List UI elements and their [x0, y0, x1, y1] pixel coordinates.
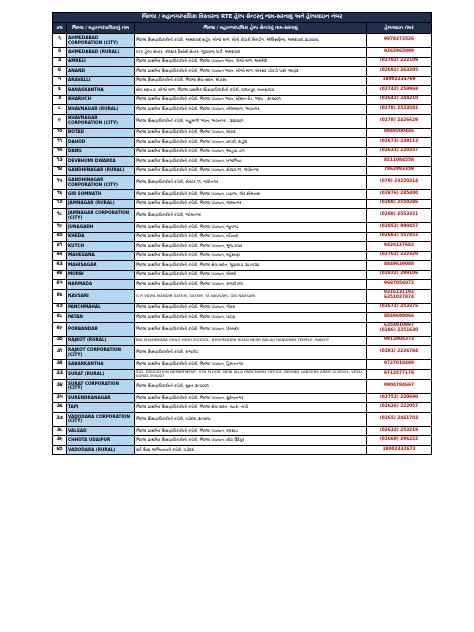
helpline-number-line: 9265965099: [384, 48, 414, 54]
district-name: VALSAD: [67, 426, 135, 436]
help-center-address: જિલ્લા પ્રાથમિક શિક્ષણાધિકારીની કચેરી, જિલ્લા પંચાયત, જામનગર: [135, 199, 367, 209]
row-number: ૩૯: [53, 436, 67, 446]
district-name: SURENDRANAGAR: [67, 393, 135, 403]
helpline-number: [367, 223, 432, 233]
table-row: [53, 322, 432, 336]
table-row: [53, 369, 432, 379]
district-name: BOTAD: [67, 128, 135, 138]
helpline-number: [367, 138, 432, 148]
helpline-number-line: (02626) 222057: [379, 404, 419, 410]
helpline-number-line: 9687056072: [384, 280, 414, 286]
district-name: GANDHINAGAR CORPORATION (CITY): [67, 176, 135, 190]
district-name: AMRELI: [67, 57, 135, 67]
helpline-number-line: (02642) 244210: [379, 96, 419, 102]
help-center-address: જિલ્લા પ્રાથમિક શિક્ષણાધિકારીની કચેરી, જિલ્લા પંચાયત, ઇણાજ, ગીર સોમનાથ: [135, 190, 367, 200]
help-center-address: જિલ્લા પ્રાથમિક શિક્ષણાધિકારીની કચેરી, જિલ્લા પંચાયત, છોટા ઉદેપુર: [135, 436, 367, 446]
help-center-address: જિલ્લા પ્રાથમિક શિક્ષણાધિકારીની કચેરી, જિલ્લા પંચાયત, છાપરી, દાહોદ: [135, 138, 367, 148]
district-name: NAVSARI: [67, 289, 135, 303]
help-center-address: જિલ્લા પ્રાથમિક શિક્ષણાધિકારીની કચેરી, જિલ્લા પંચાયત, મોરબી: [135, 270, 367, 280]
district-name: ARAVALLI: [67, 76, 135, 86]
helpline-number: [367, 261, 432, 271]
help-center-address: જિલ્લા પ્રાથમિક શિક્ષણાધિકારીની કચેરી, જિલ્લા પંચાયત ભવન, સ્ટેશન રોડ, ભરૂચ - ૩૯૨૦૦૧: [135, 95, 367, 105]
helpline-number: [367, 280, 432, 290]
help-center-address: જિલ્લા પ્રાથમિક શિક્ષણાધિકારીની કચેરી, જિલ્લા સેવા સદન, લુણાવાડા-૩૮૯૨૩૦: [135, 261, 367, 271]
helpline-number: [367, 147, 432, 157]
table-row: [53, 190, 432, 200]
row-number: ૧૯: [53, 223, 67, 233]
row-number: ૩૦: [53, 336, 67, 346]
help-center-address: જિલ્લા પ્રાથમિક શિક્ષણાધિકારીની કચેરી, જિલ્લા પંચાયત, જૂનાગઢ: [135, 223, 367, 233]
district-name: JAMNAGAR (RURAL): [67, 199, 135, 209]
helpline-number-line: 18002332673: [382, 446, 416, 452]
helpline-number-line: (02752) 220690: [379, 394, 419, 400]
helpline-number-line: (0278) 2523582: [379, 105, 419, 111]
helpline-number-line: (02876) 285400: [379, 190, 419, 196]
helpline-number-line: 7862993359: [384, 167, 414, 173]
table-row: [53, 232, 432, 242]
helpline-number-line: 8511084558: [384, 157, 414, 163]
table-row: [53, 138, 432, 148]
table-row: [53, 76, 432, 86]
helpline-number: [367, 199, 432, 209]
helpline-number-line: (02682) 557452: [379, 233, 419, 239]
district-name: VADODARA (RURAL): [67, 445, 135, 455]
helpline-number-line: (0278) 2426629: [379, 117, 419, 123]
helpline-number: [367, 176, 432, 190]
helpline-number: [367, 128, 432, 138]
helpline-number: [367, 67, 432, 77]
district-name: CHHOTA UDAIPUR: [67, 436, 135, 446]
helpline-number: [367, 436, 432, 446]
table-row: [53, 48, 432, 58]
help-center-address: જિલ્લા શિક્ષણાધિકારીની કચેરી, જામનગર: [135, 209, 367, 223]
table-row: [53, 67, 432, 77]
row-number: ૨૨: [53, 251, 67, 261]
district-name: GANDHINAGAR (RURAL): [67, 166, 135, 176]
row-number: ૫: [53, 76, 67, 86]
helpline-number-line: 18002234769: [382, 77, 416, 83]
help-center-address: જિલ્લા પ્રાથમિક શિક્ષણાધિકારીની કચેરી, જિલ્લા પંચાયત ભવન, બીજો માળ, બોરસદ ચોકડી પાસે, આણંદ: [135, 67, 367, 77]
row-number: ૧૪: [53, 166, 67, 176]
help-center-address: જિલ્લા પ્રાથમિક શિક્ષણાધિકારીની કચેરી, જિલ્લા પંચાયત, સેક્ટર-૧૧, ગાંધીનગર: [135, 166, 367, 176]
helpline-number: [367, 95, 432, 105]
district-name: RAJKOT CORPORATION (CITY): [67, 346, 135, 360]
table-row: [53, 105, 432, 115]
row-number: ૩૬: [53, 403, 67, 413]
helpline-number: [367, 76, 432, 86]
helpline-number-line: (0265) 2461703: [379, 415, 419, 421]
row-number: ૧૫: [53, 176, 67, 190]
helpline-number-line: (02672) 253376: [379, 304, 419, 310]
table-row: [53, 270, 432, 280]
helpline-number-line: 9913806373: [384, 337, 414, 343]
helpline-number-line: (0286) 2251630: [379, 328, 419, 333]
district-name: SABARKANTHA: [67, 360, 135, 370]
table-row: [53, 223, 432, 233]
district-name: TAPI: [67, 403, 135, 413]
helpline-number: [367, 251, 432, 261]
help-center-address: જિલ્લા પ્રાથમિક શિક્ષણાધિકારીની કચેરી, જિલ્લા પંચાયત, પોરબંદર: [135, 322, 367, 336]
district-name: DAHOD: [67, 138, 135, 148]
district-name: GIR SOMNATH: [67, 190, 135, 200]
header-phone: હેલ્પલાઇન નંબર: [367, 23, 432, 34]
helpline-number: [367, 57, 432, 67]
header-address: જિલ્લા / મહાનગરપાલિકા હેલ્પ સેન્ટરનું નામ-સરનામું: [135, 23, 367, 34]
row-number: ૨૩: [53, 261, 67, 271]
helpline-number: [367, 289, 432, 303]
help-center-address: સેવા સદન-૨, બીજો માળ, જિલ્લા પ્રાથમિક શિક્ષણાધિકારીની કચેરી, પાલનપુર, બનાસકાંઠા: [135, 86, 367, 96]
table-row: [53, 57, 432, 67]
help-center-address: BAI SHAHEBABA GIRLS HIGH SCHOOL, BHUPENDRA ROAD NEAR BALAJI HANUMAN TEMPLE, RAJKOT: [135, 336, 367, 346]
help-center-address: જિલ્લા શિક્ષણાધિકારીની કચેરી, બહુમાળી ભવન, ભાવનગર - ૩૬૪૦૦૧: [135, 114, 367, 128]
table-row: [53, 436, 432, 446]
row-number: ૩૩: [53, 369, 67, 379]
table-row: [53, 289, 432, 303]
helpline-number-line: 9904784667: [384, 382, 414, 388]
table-row: [53, 313, 432, 323]
district-name: DANG: [67, 147, 135, 157]
helpline-number-line: 9978272526: [384, 37, 414, 43]
helpline-number: [367, 86, 432, 96]
help-center-address: જિલ્લા પ્રાથમિક શિક્ષણાધિકારીની કચેરી, જિલ્લા પંચાયત, પાટણ: [135, 313, 367, 323]
helpline-number: [367, 48, 432, 58]
rte-help-center-sheet: [52, 12, 431, 455]
district-name: SURAT CORPORATION (CITY): [67, 379, 135, 393]
row-number: ૩૨: [53, 360, 67, 370]
help-center-address: જિલ્લા પ્રાથમિક શિક્ષણાધિકારીની કચેરી, જિલ્લા પંચાયત, નીલમબાગ, ભાવનગર: [135, 105, 367, 115]
helpline-number-line: (02692) 263205: [379, 67, 419, 73]
district-name: BHAVNAGAR (RURAL): [67, 105, 135, 115]
district-name: KUTCH: [67, 242, 135, 252]
helpline-number: [367, 313, 432, 323]
help-center-table: [52, 12, 432, 455]
row-number: ૨૦: [53, 232, 67, 242]
row-number: ૨: [53, 48, 67, 58]
table-row: [53, 379, 432, 393]
table-row: [53, 303, 432, 313]
helpline-number-line: (02669) 296222: [379, 437, 419, 443]
district-name: MAHESANA: [67, 251, 135, 261]
row-number: ૨૯: [53, 322, 67, 336]
district-name: SURAT (RURAL): [67, 369, 135, 379]
table-row: [53, 128, 432, 138]
row-number: ૪: [53, 67, 67, 77]
help-center-address: જિલ્લા પ્રાથમિક શિક્ષણાધિકારીની કચેરી, જિલ્લા પંચાયત, મહેસાણા: [135, 251, 367, 261]
district-name: PATAN: [67, 313, 135, 323]
helpline-number: [367, 232, 432, 242]
row-number: ૧૦: [53, 128, 67, 138]
district-name: DEVBHUMI DWARKA: [67, 157, 135, 167]
district-name: ANAND: [67, 67, 135, 77]
helpline-number-line: 6354910997: [384, 323, 414, 329]
row-number: ૨૬: [53, 289, 67, 303]
help-center-address: જિલ્લા પ્રાથમિક શિક્ષણાધિકારીની કચેરી, જિલ્લા પંચાયત, ખંભાળિયા: [135, 157, 367, 167]
help-center-address: જિલ્લા શિક્ષણાધિકારીની કચેરી, રાજકોટ: [135, 346, 367, 360]
helpline-number: [367, 105, 432, 115]
help-center-address: જિલ્લા પ્રાથમિક શિક્ષણાધિકારીની કચેરી, જિલ્લા પંચાયત, હિંમતનગર: [135, 360, 367, 370]
help-center-address: જિલ્લા પ્રાથમિક શિક્ષણાધિકારીની કચેરી, જિલ્લા પંચાયત, નડિયાદ: [135, 232, 367, 242]
help-center-address: જિલ્લા પ્રાથમિક શિક્ષણાધિકારીની કચેરી, જિલ્લા પંચાયત, ભુજ-કચ્છ: [135, 242, 367, 252]
helpline-number: [367, 190, 432, 200]
row-number: ૧૬: [53, 190, 67, 200]
helpline-number-line: 8849500446: [384, 129, 414, 135]
table-row: [53, 147, 432, 157]
helpline-number: [367, 209, 432, 223]
helpline-number-line: (0288) 2553321: [379, 212, 419, 218]
help-center-address: જિલ્લા શિક્ષણાધિકારીની કચેરી, સેક્ટર-૧૧, ગાંધીનગર: [135, 176, 367, 190]
district-name: MORBI: [67, 270, 135, 280]
helpline-number-line: (02762) 222320: [379, 252, 419, 258]
table-row: [53, 445, 432, 455]
row-number: ૨૮: [53, 313, 67, 323]
row-number: ૩૮: [53, 426, 67, 436]
helpline-number-line: 9316131192: [384, 290, 414, 296]
helpline-number-line: (0281) 2226784: [379, 349, 419, 355]
row-number: ૩: [53, 57, 67, 67]
helpline-number: [367, 34, 432, 48]
helpline-number: [367, 346, 432, 360]
helpline-number: [367, 393, 432, 403]
table-row: [53, 157, 432, 167]
table-row: [53, 114, 432, 128]
help-center-address: જિલ્લા પ્રાથમિક શિક્ષણાધિકારીની કચેરી, જિલ્લા પંચાયત, વલસાડ: [135, 426, 367, 436]
row-number: ૧૨: [53, 147, 67, 157]
helpline-number-line: (02742) 259968: [379, 86, 419, 92]
helpline-number-line: 9712577178: [384, 370, 414, 376]
row-number: ૩૫: [53, 393, 67, 403]
helpline-number: [367, 336, 432, 346]
helpline-number: [367, 445, 432, 455]
row-number: ૮: [53, 105, 67, 115]
row-number: ૧૭: [53, 199, 67, 209]
row-number: ૩૧: [53, 346, 67, 360]
help-center-address: જિલ્લા પ્રાથમિક શિક્ષણાધિકારીની કચેરી, જિલ્લા પંચાયત, આહવા-ડાંગ: [135, 147, 367, 157]
helpline-number-line: 9727018489: [384, 360, 414, 366]
row-number: ૧૮: [53, 209, 67, 223]
helpline-number-line: (02631) 220337: [379, 148, 419, 154]
district-name: NARMADA: [67, 280, 135, 290]
help-center-address: જિલ્લા શિક્ષણાધિકારીની કચેરી, જિલ્લા સેવા સદન, મોડાસા: [135, 76, 367, 86]
district-name: BHAVNAGAR CORPORATION (CITY): [67, 114, 135, 128]
table-row: [53, 393, 432, 403]
helpline-number: [367, 403, 432, 413]
row-number: ૬: [53, 86, 67, 96]
help-center-address: જિલ્લા શિક્ષણાધિકારીની કચેરી, અમદાવાદ શહેર, બીજો માળ, મોતી કોઠારી બિલ્ડીંગ, એલિસબ્રિજ, અમદાવાદ-૩૮૦૦૦૬: [135, 34, 367, 48]
row-number: ૩૭: [53, 412, 67, 426]
helpline-number: [367, 412, 432, 426]
helpline-number: [367, 303, 432, 313]
helpline-number-line: (02792) 222109: [379, 58, 419, 64]
table-row: [53, 242, 432, 252]
helpline-number: [367, 166, 432, 176]
district-name: BHARUCH: [67, 95, 135, 105]
table-row: [53, 95, 432, 105]
district-name: JAMNAGAR CORPORATION (CITY): [67, 209, 135, 223]
helpline-number: [367, 369, 432, 379]
helpline-number-line: (02822) 299106: [379, 271, 419, 277]
helpline-number: [367, 426, 432, 436]
header-row: [53, 23, 432, 34]
district-name: PORBANDAR: [67, 322, 135, 336]
help-center-address: જિલ્લા શિક્ષણાધિકારીની કચેરી, સુરત-૩૯૫૦૦૧: [135, 379, 367, 393]
table-row: [53, 176, 432, 190]
table-row: [53, 403, 432, 413]
help-center-address: જિલ્લા પ્રાથમિક શિક્ષણાધિકારીની કચેરી, જિલ્લા પંચાયત ભવન, ત્રીજો માળ, અમરેલી: [135, 57, 367, 67]
row-number: ૧: [53, 34, 67, 48]
helpline-number: [367, 270, 432, 280]
help-center-address: જિલ્લા શિક્ષણાધિકારીની કચેરી, વડોદરા-૩૯૦૦૧૮: [135, 412, 367, 426]
help-center-address: જિલ્લા પ્રાથમિક શિક્ષણાધિકારીની કચેરી, જિલ્લા પંચાયત, રાજપીપળા: [135, 280, 367, 290]
header-no: ક્રમ: [53, 23, 67, 34]
row-number: ૩૪: [53, 379, 67, 393]
header-district: જિલ્લા / મહાનગરપાલિકાનું નામ: [67, 23, 135, 34]
table-row: [53, 412, 432, 426]
helpline-number: [367, 360, 432, 370]
district-name: MAHISAGAR: [67, 261, 135, 271]
table-row: [53, 86, 432, 96]
table-row: [53, 280, 432, 290]
helpline-number-line: 6351027874: [384, 295, 414, 300]
row-number: ૯: [53, 114, 67, 128]
district-name: KHEDA: [67, 232, 135, 242]
row-number: ૧૧: [53, 138, 67, 148]
row-number: ૨૪: [53, 270, 67, 280]
district-name: RAJKOT (RURAL): [67, 336, 135, 346]
row-number: ૨૫: [53, 280, 67, 290]
help-center-address: જિલ્લા પ્રાથમિક શિક્ષણાધિકારીની કચેરી, જિલ્લા પંચાયત, ગોધરા: [135, 303, 367, 313]
helpline-number-line: 9426127682: [384, 242, 414, 248]
table-row: [53, 360, 432, 370]
district-name: AHMEDABAD (RURAL): [67, 48, 135, 58]
row-number: ૨૭: [53, 303, 67, 313]
helpline-number-line: (02852) 990457: [379, 223, 419, 229]
table-row: [53, 261, 432, 271]
row-number: ૪૦: [53, 445, 67, 455]
help-center-address: 502, EDUCATION DEPARTMENT, 5TH FLOOR, NEW JILLA PANCHAYAT OFFICE, BEHIND LANCERS ARMY SCHOOL, VESU, SURAT-395007: [135, 369, 367, 379]
table-body: [53, 13, 432, 455]
title-row: [53, 13, 432, 23]
help-center-address: જિલ્લા પ્રાથમિક શિક્ષણાધિકારીની કચેરી, જિલ્લા સેવા સદન, વ્યારા, તાપી: [135, 403, 367, 413]
row-number: ૧૩: [53, 157, 67, 167]
table-row: [53, 166, 432, 176]
helpline-number: [367, 379, 432, 393]
table-row: [53, 209, 432, 223]
table-row: [53, 251, 432, 261]
helpline-number-line: 8849698066: [384, 313, 414, 319]
help-center-address: RTE હેલ્પ સેન્ટર, ક્લસ્ટર રિસોર્સ સેન્ટર, જીવરાજ પાર્ક, અમદાવાદ: [135, 48, 367, 58]
help-center-address: G R VIDYA MANDIR SATEM, SATEM, TA NAVSARI, DIS NAVSARI: [135, 289, 367, 303]
help-center-address: સર્વ શિક્ષા અભિયાનની કચેરી, વડોદરા: [135, 445, 367, 455]
row-number: ૨૧: [53, 242, 67, 252]
helpline-number: [367, 114, 432, 128]
table-row: [53, 34, 432, 48]
district-name: JUNAGADH: [67, 223, 135, 233]
district-name: AHMEDABAD CORPORATION (CITY): [67, 34, 135, 48]
row-number: ૭: [53, 95, 67, 105]
district-name: BANASKANTHA: [67, 86, 135, 96]
helpline-number: [367, 242, 432, 252]
helpline-number-line: (02673) 239113: [379, 138, 419, 144]
help-center-address: જિલ્લા પ્રાથમિક શિક્ષણાધિકારીની કચેરી, જિલ્લા પંચાયત, બોટાદ: [135, 128, 367, 138]
table-row: [53, 426, 432, 436]
district-name: VADODARA CORPORATION (CITY): [67, 412, 135, 426]
table-row: [53, 336, 432, 346]
table-row: [53, 346, 432, 360]
table-row: [53, 199, 432, 209]
helpline-number-line: (0288) 2550286: [379, 200, 419, 206]
district-name: PANCHMAHAL: [67, 303, 135, 313]
helpline-number: [367, 157, 432, 167]
help-center-address: જિલ્લા પ્રાથમિક શિક્ષણાધિકારીની કચેરી, જિલ્લા પંચાયત, સુરેન્દ્રનગર: [135, 393, 367, 403]
helpline-number-line: 8849639088: [384, 261, 414, 267]
helpline-number-line: (02632) 253219: [379, 427, 419, 433]
helpline-number: [367, 322, 432, 336]
table-title: જિલ્લા / મહાનગરપાલિકા વિસ્તારના RTE હેલ્પ સેન્ટરનું નામ-સરનામું અને હેલ્પલાઇન નંબર: [53, 13, 432, 23]
helpline-number-line: (079) 23220314: [379, 179, 419, 185]
